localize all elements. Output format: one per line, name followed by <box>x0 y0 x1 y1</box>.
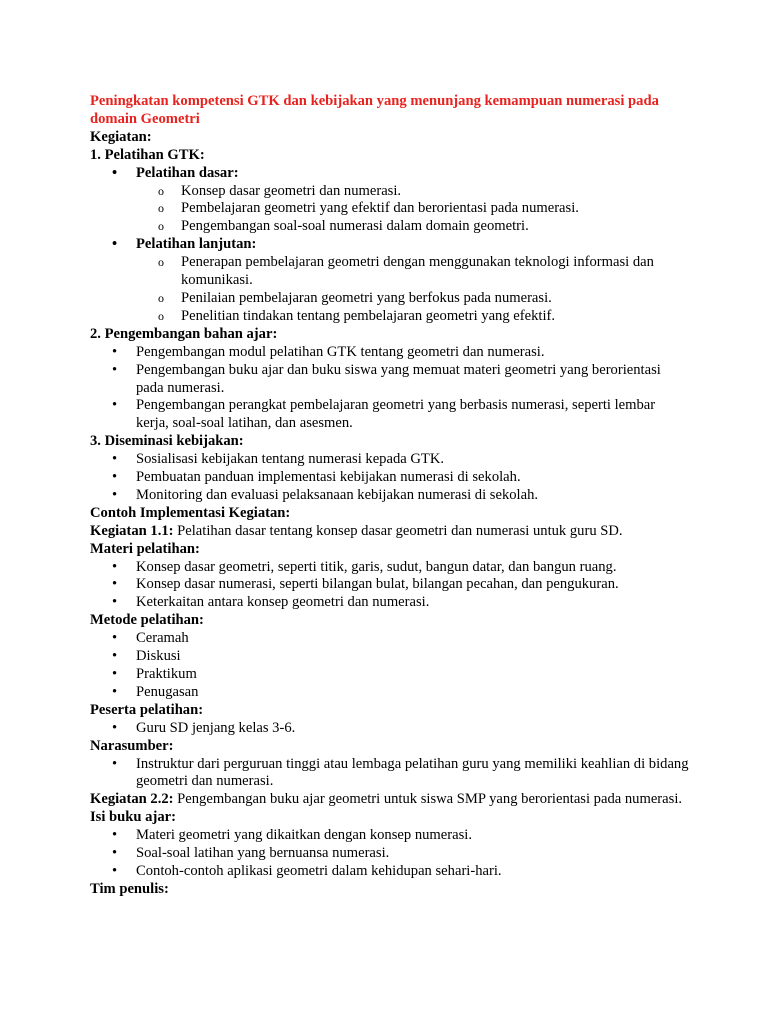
list-item-text: Pengembangan soal-soal numerasi dalam domain geometri. <box>181 218 529 235</box>
list-item <box>90 559 690 577</box>
list-item-text: Praktikum <box>136 666 197 682</box>
materi-heading: Materi pelatihan: <box>90 540 200 557</box>
bullet-icon: • <box>112 683 118 700</box>
section3-list <box>90 451 690 505</box>
list-item-text: Ceramah <box>136 630 189 647</box>
list-item <box>90 236 690 254</box>
kegiatan-1-1-label: Kegiatan 1.1: <box>90 522 174 539</box>
list-item <box>90 630 690 648</box>
bullet-icon: • <box>112 862 118 879</box>
list-item-text: Penelitian tindakan tentang pembelajaran geometri yang efektif. <box>181 307 556 324</box>
list-item-text: Penilaian pembelajaran geometri yang berfokus pada numerasi. <box>181 289 552 306</box>
kegiatan-2-2-label: Kegiatan 2.2: <box>90 791 174 808</box>
list-item-text: Pengembangan buku ajar dan buku siswa yang memuat materi geometri yang berorientasi pada numerasi. <box>136 361 661 396</box>
list-item <box>90 362 690 398</box>
bullet-icon: • <box>112 361 118 378</box>
list-item <box>90 684 690 702</box>
circle-bullet-icon: o <box>158 219 164 234</box>
bullet-icon: • <box>112 451 118 468</box>
list-item <box>90 487 690 505</box>
bullet-icon: • <box>112 576 118 593</box>
bullet-icon: • <box>112 630 118 647</box>
list-item-text: Konsep dasar geometri, seperti titik, garis, sudut, bangun datar, dan bangun ruang. <box>136 558 617 575</box>
list-item-text: Contoh-contoh aplikasi geometri dalam kehidupan sehari-hari. <box>136 862 502 879</box>
bullet-icon: • <box>112 558 118 575</box>
list-item <box>90 845 690 863</box>
peserta-list <box>90 720 690 738</box>
section1-list <box>90 165 690 326</box>
bullet-icon: • <box>112 666 118 682</box>
bullet-icon: • <box>112 469 118 486</box>
kegiatan-heading: Kegiatan: <box>90 128 152 145</box>
list-item-text: Pembelajaran geometri yang efektif dan berorientasi pada numerasi. <box>181 200 579 217</box>
peserta-heading: Peserta pelatihan: <box>90 701 204 718</box>
list-item-text: Soal-soal latihan yang bernuansa numerasi. <box>136 845 390 862</box>
circle-bullet-icon: o <box>158 201 164 216</box>
bullet-icon: • <box>112 164 118 181</box>
list-item <box>90 397 690 433</box>
bullet-icon: • <box>112 827 118 844</box>
tim-penulis-heading: Tim penulis: <box>90 880 169 897</box>
list-item-text: Penerapan pembelajaran geometri dengan menggunakan teknologi informasi dan komunikasi. <box>181 254 654 289</box>
isi-list <box>90 827 690 881</box>
list-item <box>90 827 690 845</box>
list-item <box>90 863 690 881</box>
bullet-icon: • <box>112 755 118 772</box>
list-item <box>90 344 690 362</box>
circle-bullet-icon: o <box>158 308 164 323</box>
metode-heading: Metode pelatihan: <box>90 612 204 629</box>
list-item-label: Pelatihan lanjutan: <box>136 236 257 253</box>
kegiatan-1-1-text: Pelatihan dasar tentang konsep dasar geometri dan numerasi untuk guru SD. <box>173 522 623 539</box>
list-item <box>90 183 690 201</box>
list-item <box>90 576 690 594</box>
bullet-icon: • <box>112 343 118 360</box>
isi-heading: Isi buku ajar: <box>90 809 176 826</box>
document-page <box>90 93 690 899</box>
list-item-text: Keterkaitan antara konsep geometri dan numerasi. <box>136 594 430 611</box>
narasumber-list <box>90 756 690 792</box>
metode-list <box>90 630 690 702</box>
list-item <box>90 200 690 218</box>
list-item-text: Penugasan <box>136 683 199 700</box>
list-item <box>90 165 690 183</box>
list-item <box>90 254 690 290</box>
section3-heading: 3. Diseminasi kebijakan: <box>90 433 244 450</box>
list-item-text: Konsep dasar geometri dan numerasi. <box>181 182 402 199</box>
list-item-text: Guru SD jenjang kelas 3-6. <box>136 719 296 736</box>
list-item-text: Pengembangan modul pelatihan GTK tentang geometri dan numerasi. <box>136 343 545 360</box>
section2-list <box>90 344 690 434</box>
kegiatan-2-2-text: Pengembangan buku ajar geometri untuk siswa SMP yang berorientasi pada numerasi. <box>173 791 683 808</box>
section2-heading: 2. Pengembangan bahan ajar: <box>90 325 278 342</box>
section1-heading: 1. Pelatihan GTK: <box>90 146 205 163</box>
list-item <box>90 648 690 666</box>
list-item <box>90 469 690 487</box>
bullet-icon: • <box>112 719 118 736</box>
list-item <box>90 308 690 326</box>
list-item <box>90 756 690 792</box>
bullet-icon: • <box>112 594 118 611</box>
bullet-icon: • <box>112 236 118 253</box>
list-item-text: Materi geometri yang dikaitkan dengan konsep numerasi. <box>136 827 472 844</box>
bullet-icon: • <box>112 845 118 862</box>
list-item-text: Sosialisasi kebijakan tentang numerasi kepada GTK. <box>136 451 445 468</box>
list-item <box>90 290 690 308</box>
kegiatan-1-1 <box>90 523 690 541</box>
bullet-icon: • <box>112 397 118 414</box>
list-item <box>90 218 690 236</box>
list-item-text: Konsep dasar numerasi, seperti bilangan bulat, bilangan pecahan, dan pengukuran. <box>136 576 619 593</box>
list-item-text: Instruktur dari perguruan tinggi atau lembaga pelatihan guru yang memiliki keahlian di bidang geometri dan numerasi. <box>136 755 689 790</box>
kegiatan-2-2 <box>90 791 690 809</box>
circle-bullet-icon: o <box>158 290 164 305</box>
list-item <box>90 720 690 738</box>
list-item-text: Pembuatan panduan implementasi kebijakan numerasi di sekolah. <box>136 469 521 486</box>
bullet-icon: • <box>112 486 118 503</box>
narasumber-heading: Narasumber: <box>90 737 174 754</box>
list-item-label: Pelatihan dasar: <box>136 164 239 181</box>
list-item <box>90 666 690 684</box>
list-item-text: Diskusi <box>136 648 181 665</box>
list-item <box>90 594 690 612</box>
list-item-text: Monitoring dan evaluasi pelaksanaan kebijakan numerasi di sekolah. <box>136 486 539 503</box>
circle-bullet-icon: o <box>158 183 164 198</box>
circle-bullet-icon: o <box>158 255 164 270</box>
contoh-heading: Contoh Implementasi Kegiatan: <box>90 504 291 521</box>
bullet-icon: • <box>112 648 118 665</box>
materi-list <box>90 559 690 613</box>
document-title: Peningkatan kompetensi GTK dan kebijakan yang menunjang kemampuan numerasi pada domain Geometri <box>90 93 659 127</box>
list-item <box>90 451 690 469</box>
list-item-text: Pengembangan perangkat pembelajaran geometri yang berbasis numerasi, seperti lembar kerja, soal-soal latihan, dan asesmen. <box>136 397 656 432</box>
